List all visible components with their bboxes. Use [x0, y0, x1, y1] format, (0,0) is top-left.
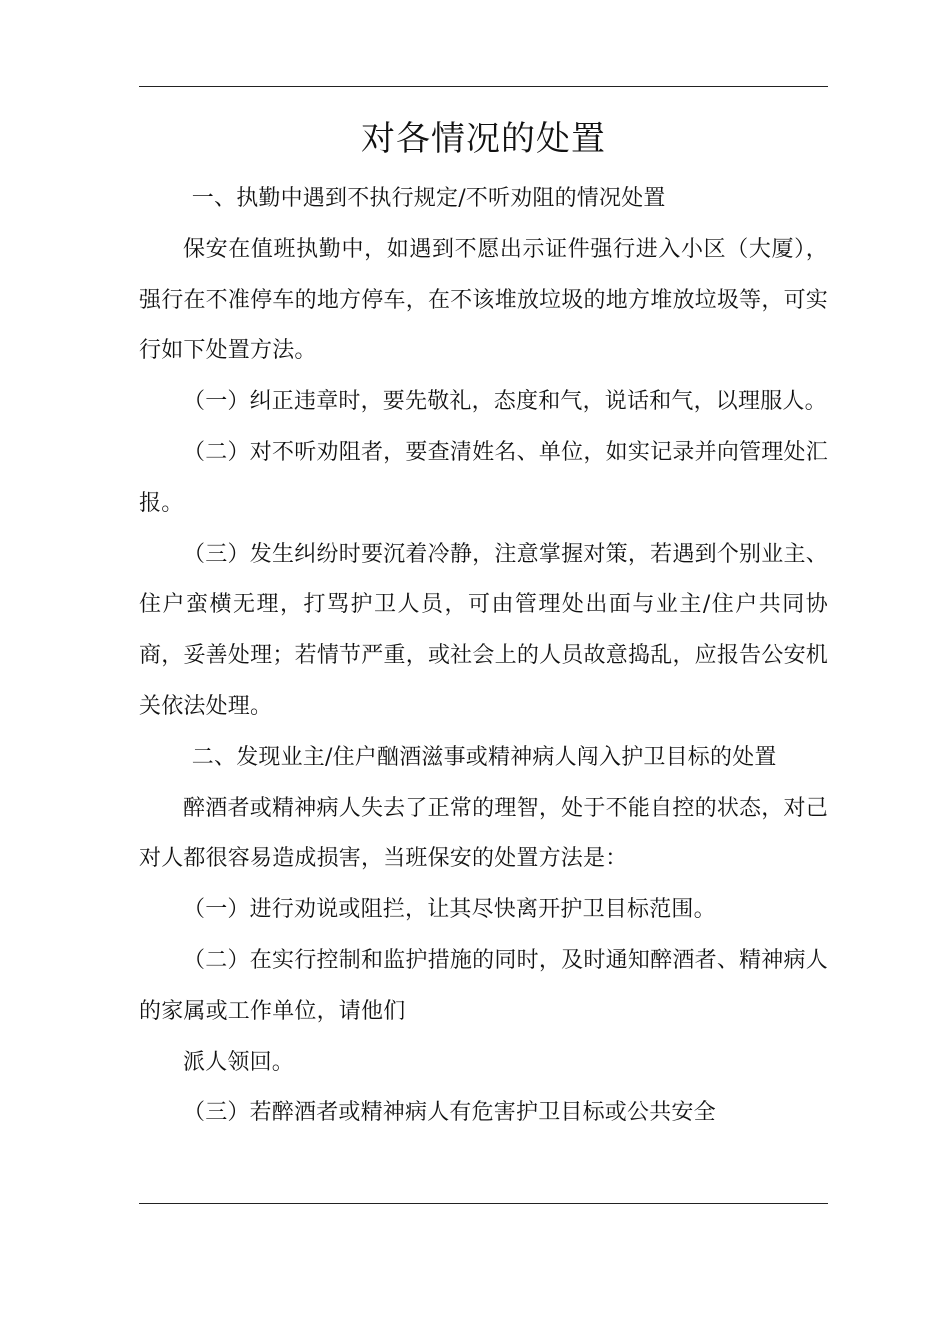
paragraph: 保安在值班执勤中，如遇到不愿出示证件强行进入小区（大厦），强行在不准停车的地方停车，在不该堆放垃圾的地方堆放垃圾等，可实行如下处置方法。	[139, 236, 828, 364]
paragraph: （三）发生纠纷时要沉着冷静，注意掌握对策，若遇到个别业主、住户蛮横无理，打骂护卫人员，可由管理处出面与业主/住户共同协商，妥善处理；若情节严重，或社会上的人员故意捣乱，应报告公安机关依法处理。	[139, 541, 828, 719]
paragraph: （一）纠正违章时，要先敬礼，态度和气，说话和气，以理服人。	[183, 389, 827, 415]
section-heading-1: 一、执勤中遇到不执行规定/不听劝阻的情况处置	[191, 186, 666, 211]
section-heading-2: 二、发现业主/住户酗酒滋事或精神病人闯入护卫目标的处置	[191, 744, 777, 770]
paragraph: 派人领回。	[183, 1049, 295, 1075]
paragraph: （二）在实行控制和监护措施的同时，及时通知醉酒者、精神病人的家属或工作单位，请他们	[139, 947, 828, 1024]
paragraph: （二）对不听劝阻者，要查清姓名、单位，如实记录并向管理处汇报。	[139, 439, 828, 516]
document-body	[139, 112, 828, 1139]
footer-rule	[139, 1203, 828, 1204]
header-rule	[139, 86, 828, 87]
paragraph: （三）若醉酒者或精神病人有危害护卫目标或公共安全	[183, 1100, 716, 1126]
paragraph: 醉酒者或精神病人失去了正常的理智，处于不能自控的状态，对己对人都很容易造成损害，当班保安的处置方法是：	[139, 795, 828, 872]
paragraph: （一）进行劝说或阻拦，让其尽快离开护卫目标范围。	[183, 897, 716, 923]
document-title: 对各情况的处置	[361, 119, 606, 159]
